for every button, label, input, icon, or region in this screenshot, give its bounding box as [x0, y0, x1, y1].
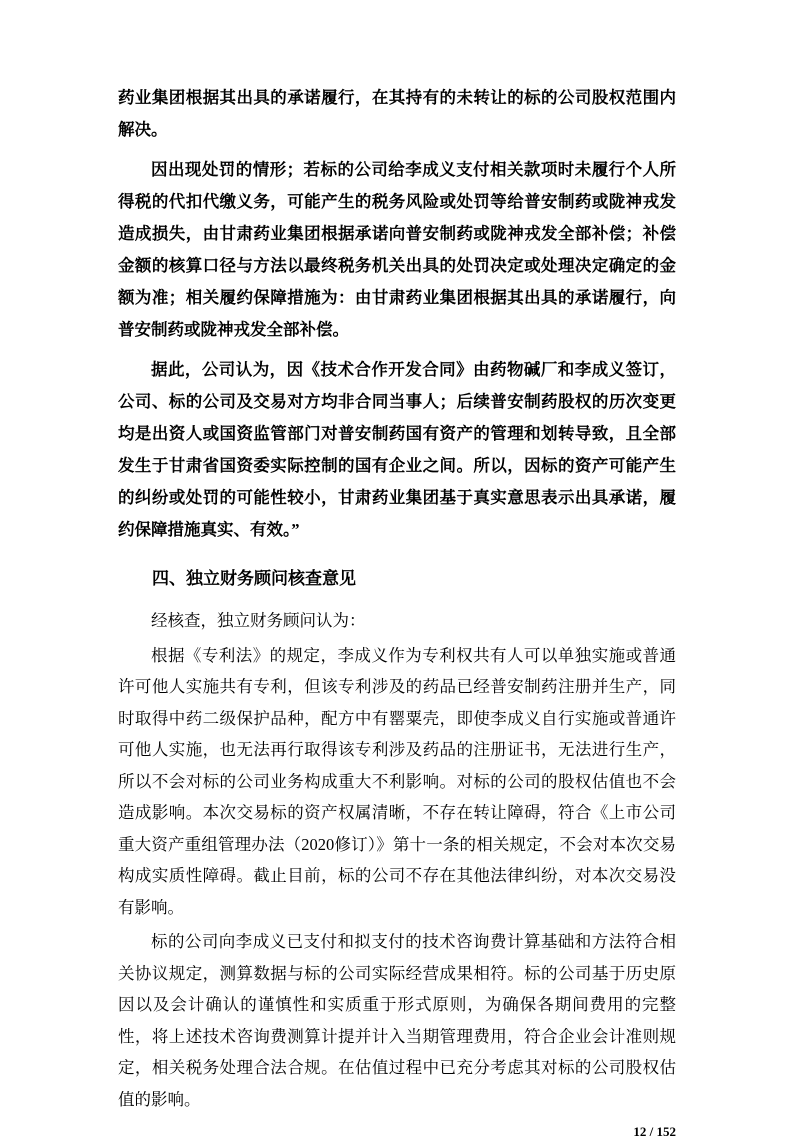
advisor-opinion-section	[118, 605, 676, 1115]
consulting-fee-paragraph: 标的公司向李成义已支付和拟支付的技术咨询费计算基础和方法符合相关协议规定，测算数据与标的公司实际经营成果相符。标的公司基于历史原因以及会计确认的谨慎性和实质重于形式原则，为确保各期间费用的完整性，将上述技术咨询费测算计提并计入当期管理费用，符合企业会计准则规定，相关税务处理合法合规。在估值过程中已充分考虑其对标的公司股权估值的影响。	[118, 932, 676, 1109]
penalty-compensation-paragraph: 因出现处罚的情形；若标的公司给李成义支付相关款项时未履行个人所得税的代扣代缴义务，可能产生的税务风险或处罚等给普安制药或陇神戎发造成损失，由甘肃药业集团根据承诺向普安制药或陇神戎发全部补偿；补偿金额的核算口径与方法以最终税务机关出具的处罚决定或处理决定确定的金额为准；相关履约保障措施为：由甘肃药业集团根据其出具的承诺履行，向普安制药或陇神戎发全部补偿。	[118, 160, 676, 339]
page-number: 12 / 152	[633, 1124, 676, 1139]
patent-opinion-paragraph: 根据《专利法》的规定，李成义作为专利权共有人可以单独实施或普通许可他人实施共有专利，但该专利涉及的药品已经普安制药注册并生产，同时取得中药二级保护品种，配方中有罂粟壳，即使李成义自行实施或普通许可他人实施，也无法再行取得该专利涉及药品的注册证书，无法进行生产，所以不会对标的公司业务构成重大不利影响。对标的公司的股权估值也不会造成影响。本次交易标的资产权属清晰，不存在转让障碍，符合《上市公司重大资产重组管理办法（2020修订）》第十一条的相关规定，不会对本次交易构成实质性障碍。截止目前，标的公司不存在其他法律纠纷，对本次交易没有影响。	[118, 645, 676, 917]
section-heading: 四、独立财务顾问核查意见	[152, 569, 356, 588]
company-conclusion-paragraph: 据此，公司认为，因《技术合作开发合同》由药物碱厂和李成义签订，公司、标的公司及交易对方均非合同当事人；后续普安制药股权的历次变更均是出资人或国资监管部门对普安制药国有资产的管理和划转导致，且全部发生于甘肃省国资委实际控制的国有企业之间。所以，因标的资产可能产生的纠纷或处罚的可能性较小，甘肃药业集团基于真实意思表示出具承诺，履约保障措施真实、有效。”	[118, 360, 676, 539]
quoted-commitment-section	[118, 82, 676, 546]
page-footer	[118, 1124, 676, 1140]
verification-intro-paragraph: 经核查，独立财务顾问认为：	[151, 611, 366, 630]
continuation-paragraph: 药业集团根据其出具的承诺履行，在其持有的未转让的标的公司股权范围内解决。	[118, 88, 676, 139]
